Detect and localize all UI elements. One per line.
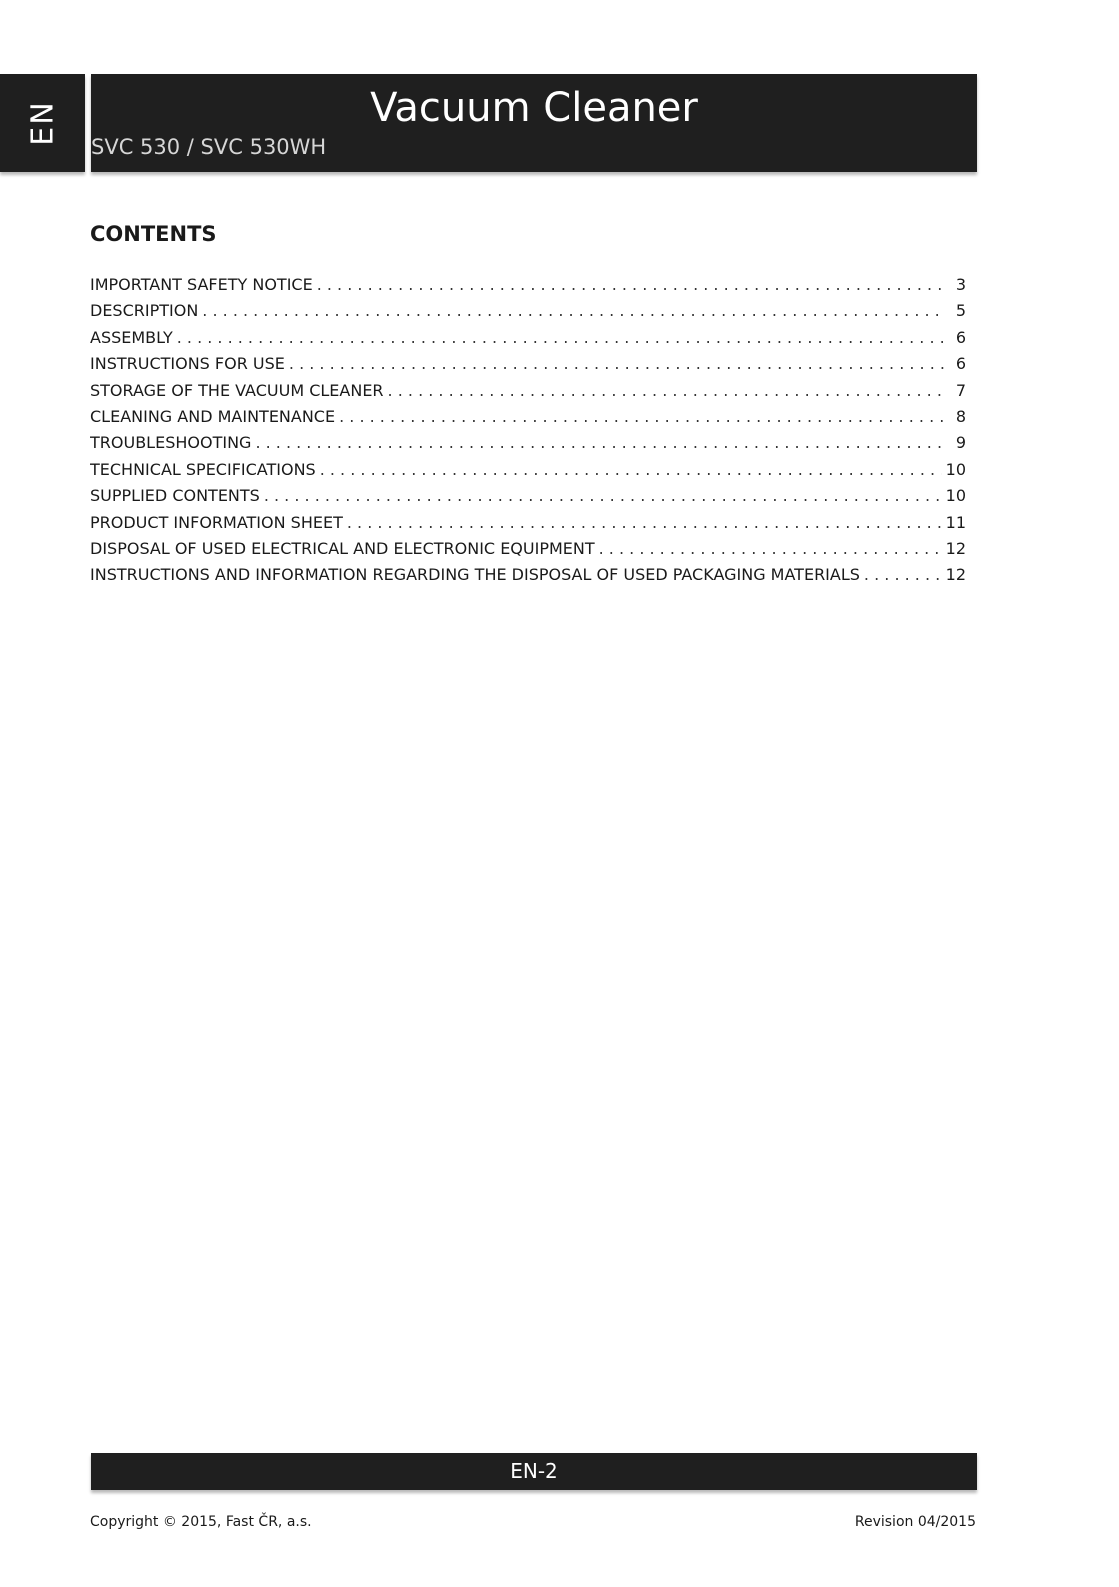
dot-leader [255, 430, 946, 456]
toc-entry-title: DESCRIPTION [90, 301, 199, 321]
toc-entry-title: STORAGE OF THE VACUUM CLEANER [90, 380, 384, 400]
toc-entry [90, 457, 966, 483]
model-subtitle: SVC 530 / SVC 530WH [91, 135, 327, 159]
dot-leader [177, 325, 946, 351]
toc-entry-page: 10 [945, 486, 966, 506]
toc-entry-title: INSTRUCTIONS AND INFORMATION REGARDING THE DISPOSAL OF USED PACKAGING MATERIALS [90, 565, 860, 585]
toc-entry-page: 8 [955, 406, 966, 426]
toc-entry-title: PRODUCT INFORMATION SHEET [90, 512, 343, 532]
dot-leader [264, 483, 942, 509]
dot-leader [599, 536, 942, 562]
toc-entry-page: 9 [955, 433, 966, 453]
dot-leader [320, 457, 942, 483]
toc-entry [90, 272, 966, 298]
toc-entry-page: 6 [955, 354, 966, 374]
dot-leader [388, 378, 946, 404]
revision-label: Revision 04/2015 [854, 1514, 976, 1530]
toc-entry [90, 562, 966, 588]
toc-entry-title: TROUBLESHOOTING [90, 433, 252, 453]
toc-entry-page: 12 [945, 565, 966, 585]
toc-entry [90, 298, 966, 324]
toc-entry-page: 12 [945, 538, 966, 558]
toc-entry [90, 430, 966, 456]
toc-entry-title: ASSEMBLY [90, 327, 173, 347]
contents-heading: CONTENTS [90, 222, 217, 246]
toc-entry [90, 404, 966, 430]
toc-entry-page: 7 [955, 380, 966, 400]
dot-leader [339, 404, 946, 430]
dot-leader [289, 351, 946, 377]
toc-entry-page: 5 [955, 301, 966, 321]
dot-leader [317, 272, 946, 298]
dot-leader [864, 562, 942, 588]
copyright-notice: Copyright © 2015, Fast ČR, a.s. [90, 1514, 312, 1530]
toc-entry-page: 11 [945, 512, 966, 532]
toc-entry [90, 325, 966, 351]
document-title: Vacuum Cleaner [370, 85, 698, 131]
toc-entry [90, 510, 966, 536]
toc-entry-title: INSTRUCTIONS FOR USE [90, 354, 285, 374]
footer-bar [91, 1453, 977, 1490]
toc-entry-title: TECHNICAL SPECIFICATIONS [90, 459, 316, 479]
toc-entry-page: 3 [955, 275, 966, 294]
toc-entry [90, 483, 966, 509]
table-of-contents [90, 272, 966, 589]
toc-entry-title: IMPORTANT SAFETY NOTICE [90, 275, 313, 294]
toc-entry-title: DISPOSAL OF USED ELECTRICAL AND ELECTRONIC EQUIPMENT [90, 538, 595, 558]
language-tab [0, 74, 85, 172]
language-tab-label: EN [25, 100, 60, 146]
dot-leader [347, 510, 942, 536]
toc-entry-title: SUPPLIED CONTENTS [90, 486, 260, 506]
toc-entry [90, 351, 966, 377]
dot-leader [202, 298, 946, 324]
toc-entry-page: 10 [945, 459, 966, 479]
page-number: EN-2 [510, 1459, 558, 1483]
toc-entry-page: 6 [955, 327, 966, 347]
toc-entry [90, 378, 966, 404]
toc-entry-title: CLEANING AND MAINTENANCE [90, 406, 336, 426]
toc-entry [90, 536, 966, 562]
